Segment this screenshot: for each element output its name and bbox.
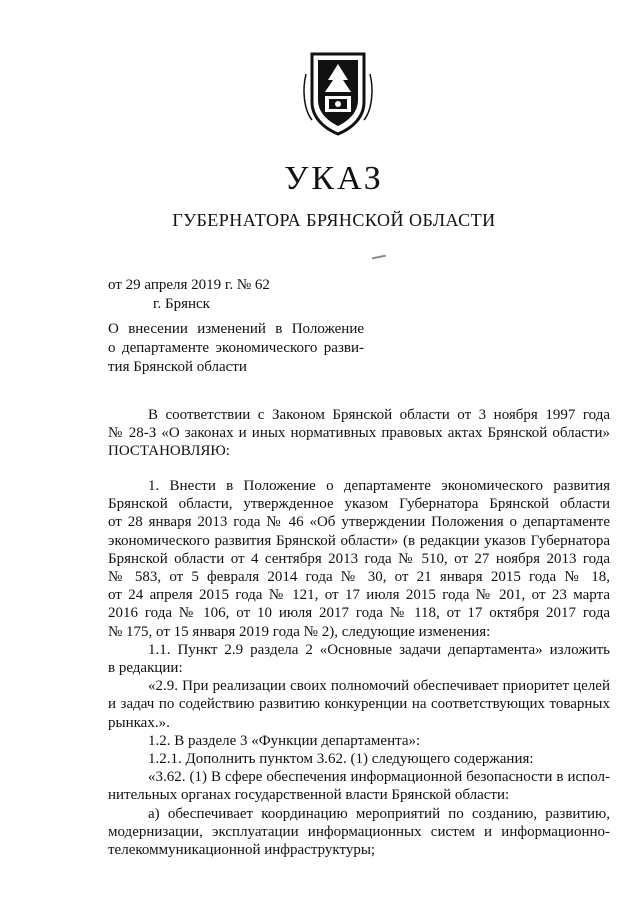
document-issuer: ГУБЕРНАТОРА БРЯНСКОЙ ОБЛАСТИ xyxy=(172,210,496,230)
body-line: нительных органах государственной власти Брянской области: xyxy=(108,787,510,804)
document-title: УКАЗ xyxy=(284,160,384,197)
body-line: 1.2.1. Дополнить пунктом 3.62. (1) следующего содержания: xyxy=(148,751,534,768)
scan-mark xyxy=(372,255,386,260)
decree-date-number: от 29 апреля 2019 г. № 62 xyxy=(108,277,270,293)
decree-place: г. Брянск xyxy=(153,296,210,312)
body-line: от 24 апреля 2015 года № 121, от 17 июля 2015 года № 201, от 23 марта xyxy=(108,587,610,604)
decree-body xyxy=(108,477,610,859)
preamble xyxy=(108,406,610,461)
body-line: телекоммуникационной инфраструктуры; xyxy=(108,842,376,859)
decree-subject xyxy=(108,320,364,377)
body-line: экономического развития Брянской области» (в редакции указов Губернатора xyxy=(108,532,610,549)
coat-of-arms-emblem xyxy=(298,50,378,138)
preamble-line: В соответствии с Законом Брянской области от 3 ноября 1997 года xyxy=(148,407,610,423)
body-line: и задач по содействию развитию конкуренции на соответствующих товарных xyxy=(108,696,610,713)
body-line: «3.62. (1) В сфере обеспечения информационной безопасности в испол- xyxy=(148,769,610,786)
subject-line: о департаменте экономического разви- xyxy=(108,340,364,356)
body-line: модернизации, эксплуатации информационных систем и информационно- xyxy=(108,823,610,840)
body-line: 1.1. Пункт 2.9 раздела 2 «Основные задачи департамента» изложить xyxy=(148,641,610,658)
body-line: 2016 года № 106, от 10 июля 2017 года № 118, от 17 октября 2017 года xyxy=(108,605,610,622)
body-line: от 28 января 2013 года № 46 «Об утверждении Положения о департаменте xyxy=(108,514,610,531)
subject-line: О внесении изменений в Положение xyxy=(108,321,364,337)
body-line: а) обеспечивает координацию мероприятий по созданию, развитию, xyxy=(148,805,610,822)
body-line: Брянской области от 4 сентября 2013 года № 510, от 27 ноября 2013 года xyxy=(108,550,610,567)
body-line: № 583, от 5 февраля 2014 года № 30, от 21 января 2015 года № 18, xyxy=(108,569,610,586)
subject-line: тия Брянской области xyxy=(108,359,247,375)
body-line: 1.2. В разделе 3 «Функции департамента»: xyxy=(148,732,421,749)
preamble-line: ПОСТАНОВЛЯЮ: xyxy=(108,443,230,460)
body-line: в редакции: xyxy=(108,660,183,677)
body-line: «2.9. При реализации своих полномочий обеспечивает приоритет целей xyxy=(148,678,610,695)
preamble-line: № 28-З «О законах и иных нормативных правовых актах Брянской области» xyxy=(108,425,610,442)
body-line: 1. Внести в Положение о департаменте экономического развития xyxy=(148,478,610,494)
body-line: рынках.». xyxy=(108,714,170,731)
body-line: Брянской области, утвержденное указом Губернатора Брянской области xyxy=(108,496,610,513)
body-line: № 175, от 15 января 2019 года № 2), следующие изменения: xyxy=(108,623,491,640)
